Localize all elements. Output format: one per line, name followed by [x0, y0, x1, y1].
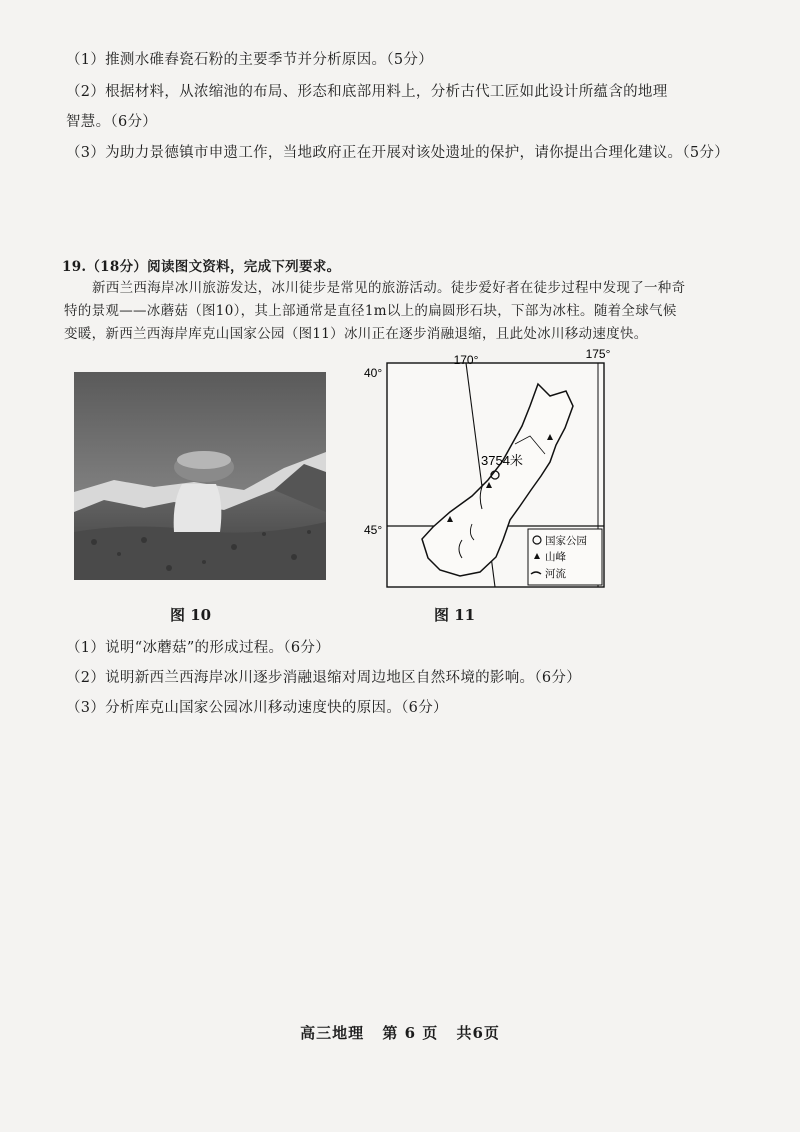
- lon-label-175: 175°: [585, 347, 611, 361]
- page-footer: [0, 1022, 800, 1043]
- ice-mushroom-photo: [74, 372, 326, 580]
- prev-question-1: （1）推测水碓舂瓷石粉的主要季节并分析原因。（5分）: [66, 52, 433, 68]
- q19-question-1: （1）说明“冰蘑菇”的形成过程。（6分）: [66, 640, 331, 656]
- legend-park-label: 国家公园: [545, 535, 587, 547]
- footer-page: 第 6 页: [382, 1024, 439, 1042]
- q19-material-1: 新西兰西海岸冰川旅游发达，冰川徒步是常见的旅游活动。徒步爱好者在徒步过程中发现了一种奇: [92, 280, 686, 296]
- new-zealand-map: [360, 344, 622, 590]
- fig10-caption: 图 10: [170, 606, 212, 624]
- fig11-caption: 图 11: [434, 606, 476, 624]
- lat-label-45: 45°: [364, 523, 383, 537]
- legend-peak-label: 山峰: [545, 551, 566, 563]
- prev-question-3: （3）为助力景德镇市申遗工作，当地政府正在开展对该处遗址的保护，请你提出合理化建议。（5分）: [66, 145, 729, 161]
- q19-question-3: （3）分析库克山国家公园冰川移动速度快的原因。（6分）: [66, 700, 448, 716]
- footer-total: 共6页: [456, 1024, 500, 1042]
- lat-label-40: 40°: [364, 366, 383, 380]
- prev-question-2-cont: 智慧。（6分）: [66, 114, 158, 130]
- q19-material-2: 特的景观——冰蘑菇（图10），其上部通常是直径1m以上的扁圆形石块，下部为冰柱。随着全球气候: [64, 303, 677, 319]
- q19-question-2: （2）说明新西兰西海岸冰川逐步消融退缩对周边地区自然环境的影响。（6分）: [66, 670, 581, 686]
- elevation-label: 3754米: [481, 453, 523, 468]
- q19-material-3: 变暖，新西兰西海岸库克山国家公园（图11）冰川正在逐步消融退缩，且此处冰川移动速度快。: [64, 326, 648, 342]
- footer-subject: 高三地理: [300, 1024, 365, 1042]
- q19-header: 19.（18分）阅读图文资料，完成下列要求。: [62, 259, 341, 275]
- lon-label-170: 170°: [453, 353, 479, 367]
- prev-question-2: （2）根据材料，从浓缩池的布局、形态和底部用料上，分析古代工匠如此设计所蕴含的地理: [66, 84, 668, 100]
- legend-river-label: 河流: [545, 568, 566, 580]
